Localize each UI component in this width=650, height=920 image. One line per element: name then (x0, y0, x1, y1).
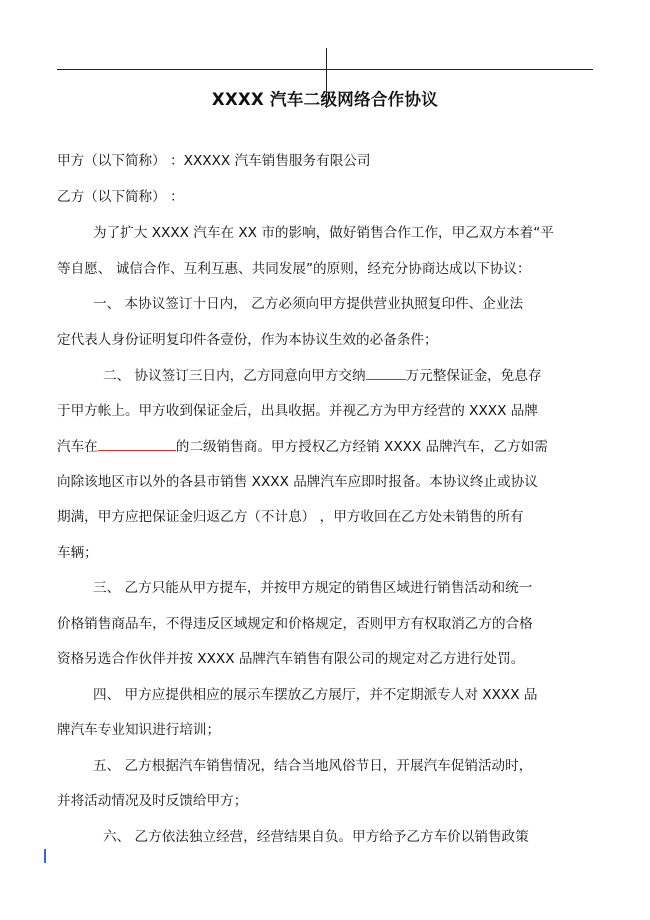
clause-5-line-1: 五、 乙方根据汽车销售情况，结合当地风俗节日，开展汽车促销活动时， (93, 758, 533, 774)
clause-2-text-b: 万元整保证金，免息存 (405, 368, 542, 384)
clause-1-line-1: 一、 本协议签订十日内， 乙方必须向甲方提供营业执照复印件、企业法 (93, 296, 524, 312)
intro-line-2: 等自愿、 诚信合作、互利互惠、共同发展”的原则，经充分协商达成以下协议： (57, 261, 531, 277)
clause-4-line-1: 四、 甲方应提供相应的展示车摆放乙方展厅，并不定期派专人对 XXXX 品 (93, 687, 538, 703)
clause-3-line-3: 资格另选合作伙伴并按 XXXX 品牌汽车销售有限公司的规定对乙方进行处罚。 (57, 651, 525, 667)
document-title: XXXX 汽车二级网络合作协议 (211, 90, 439, 109)
clause-6-line-1: 六、 乙方依法独立经营，经营结果自负。甲方给予乙方车价以销售政策 (103, 829, 529, 845)
clause-1-line-2: 定代表人身份证明复印件各壹份，作为本协议生效的必备条件； (57, 332, 438, 348)
clause-2-line-6: 车辆； (57, 545, 98, 561)
clause-4-line-2: 牌汽车专业知识进行培训； (57, 722, 221, 738)
clause-2-line-5: 期满，甲方应把保证金归返乙方（不计息） ，甲方收回在乙方处未销售的所有 (57, 509, 524, 525)
clause-2-line-3 (57, 436, 548, 457)
clause-2-line-1 (103, 365, 542, 386)
clause-2-line-2: 于甲方帐上。甲方收到保证金后，出具收据。并视乙方为甲方经营的 XXXX 品牌 (57, 403, 538, 419)
clause-5-line-2: 并将活动情况及时反馈给甲方； (57, 793, 248, 809)
clause-3-line-1: 三、 乙方只能从甲方提车，并按甲方规定的销售区域进行销售活动和统一 (93, 580, 533, 596)
intro-line-1: 为了扩大 XXXX 汽车在 XX 市的影响，做好销售合作工作，甲乙双方本着“平 (93, 225, 554, 241)
clause-2-text-a: 二、 协议签订三日内，乙方同意向甲方交纳 (103, 368, 366, 384)
text-cursor (44, 849, 46, 863)
party-b-line: 乙方（以下简称） ： (57, 189, 184, 205)
region-blank[interactable] (98, 436, 176, 451)
party-a-line: 甲方（以下简称） ：XXXXX 汽车销售服务有限公司 (57, 153, 371, 169)
clause-2-text-d: 的二级销售商。甲方授权乙方经销 XXXX 品牌汽车，乙方如需 (175, 439, 548, 455)
clause-2-text-c: 汽车在 (57, 439, 98, 455)
header-rule (57, 69, 593, 70)
deposit-amount-blank[interactable] (366, 365, 406, 380)
clause-3-line-2: 价格销售商品车，不得违反区域规定和价格规定，否则甲方有权取消乙方的合格 (57, 616, 533, 632)
clause-2-line-4: 向除该地区市以外的各县市销售 XXXX 品牌汽车应即时报备。本协议终止或协议 (57, 474, 538, 490)
